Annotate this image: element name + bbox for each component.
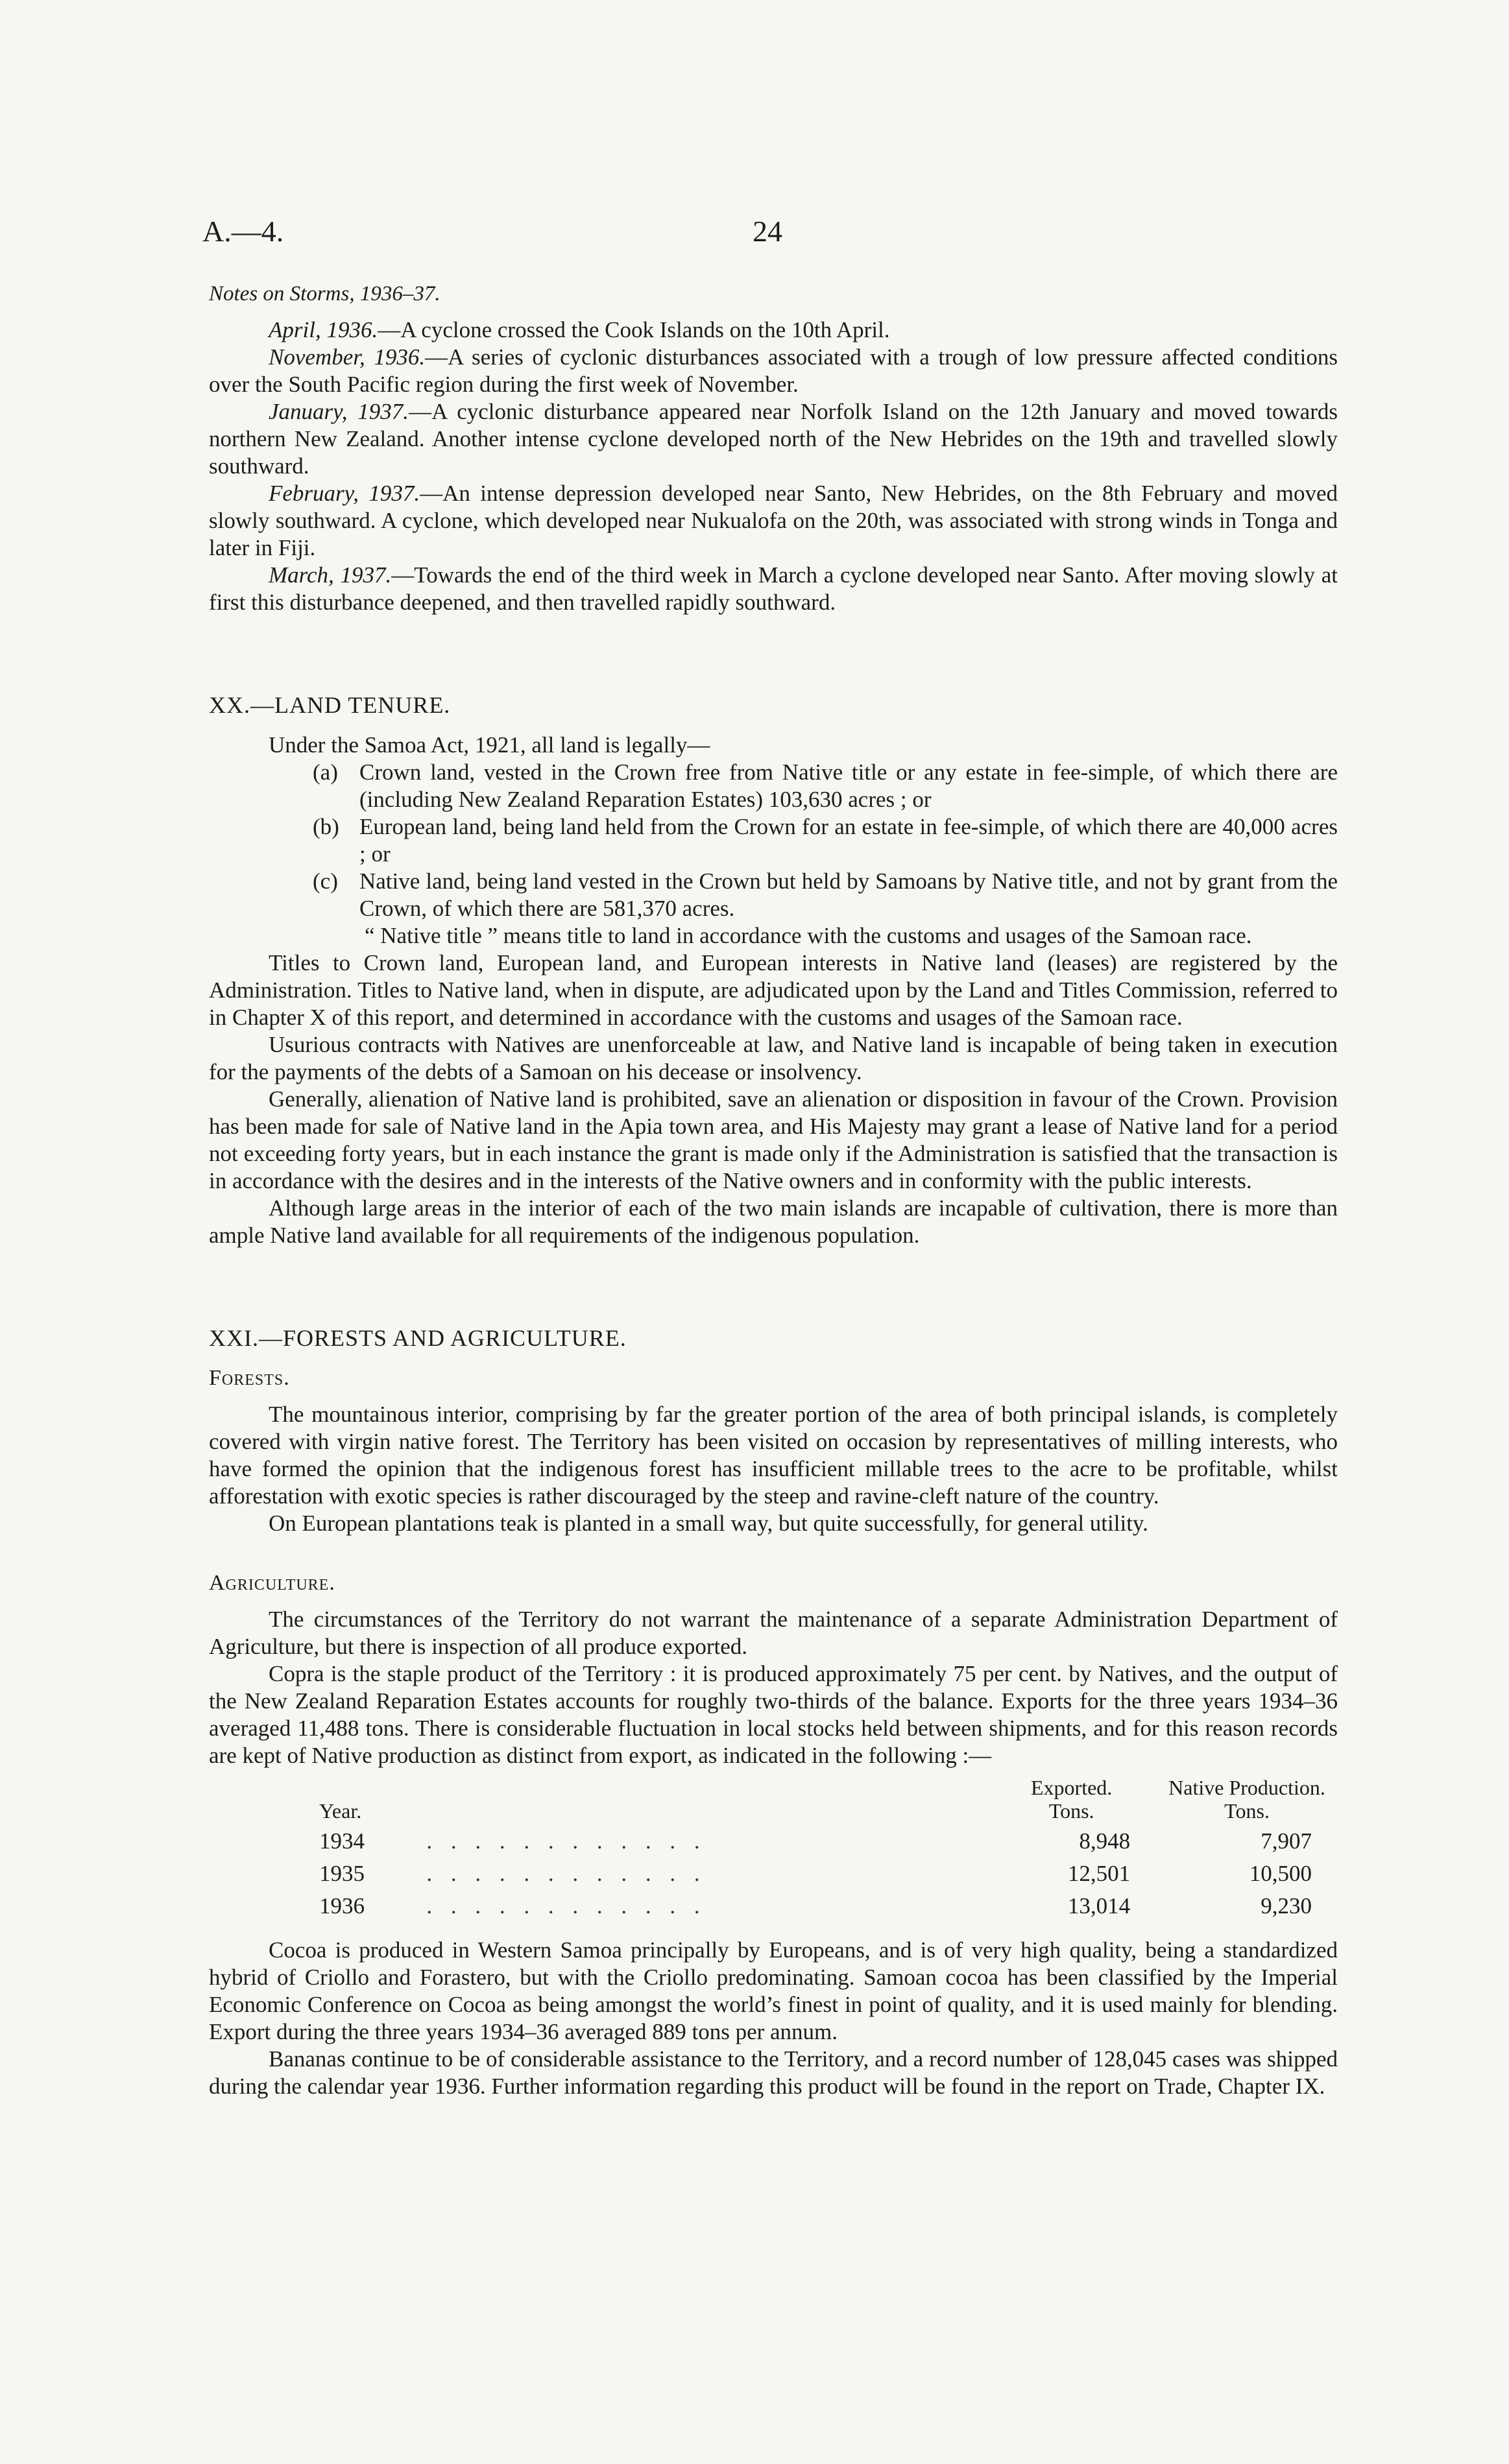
leader-dots: . . . . . . . . . . . .	[426, 1893, 706, 1919]
land-paragraph: Although large areas in the interior of each of the two main islands are incapable of cultivation, there is more than ample Native land available for all requirements of the indigenous population.	[209, 1195, 1338, 1248]
item-label: (a)	[313, 760, 338, 785]
storm-entry: November, 1936.—A series of cyclonic disturbances associated with a trough of low pressure affected conditions over the South Pacific region during the first week of November.	[209, 344, 1338, 397]
agriculture-paragraph: Bananas continue to be of considerable assistance to the Territory, and a record number of 128,045 cases was shipped during the calendar year 1936. Further information regarding this product will be found in the report on Trade, Chapter IX.	[209, 2046, 1338, 2099]
page-content	[209, 280, 1338, 2100]
item-text: Native land, being land vested in the Crown but held by Samoans by Native title, and not by grant from the Crown, of which there are 581,370 acres.	[359, 868, 1338, 921]
cell-native-production: 9,230	[1261, 1893, 1312, 1919]
page-number: 24	[753, 215, 782, 248]
cell-native-production: 7,907	[1261, 1828, 1312, 1854]
document-reference: A.—4.	[202, 215, 284, 248]
column-header-native-production: Native Production. Tons.	[1168, 1776, 1325, 1823]
item-label: (b)	[313, 814, 339, 839]
agriculture-subheading: Agriculture.	[209, 1571, 335, 1595]
storm-entry: March, 1937.—Towards the end of the third week in March a cyclone developed near Santo. After moving slowly at first this disturbance deepened, and then travelled rapidly southward.	[209, 562, 1338, 615]
land-category-item	[209, 813, 1338, 868]
cell-exported: 13,014	[1067, 1893, 1131, 1919]
agriculture-paragraph: Cocoa is produced in Western Samoa principally by Europeans, and is of very high quality, being a standardized hybrid of Criollo and Forastero, but with the Criollo predominating. Samoan cocoa has been classified by the Imperial Economic Conference on Cocoa as being amongst the world’s finest in point of quality, and it is used mainly for blending. Export during the three years 1934–36 averaged 889 tons per annum.	[209, 1937, 1338, 2044]
land-paragraph: Titles to Crown land, European land, and European interests in Native land (leases) are registered by the Administration. Titles to Native land, when in dispute, are adjudicated upon by the Land and Titles Commission, referred to in Chapter X of this report, and determined in accordance with the customs and usages of the Samoan race.	[209, 950, 1338, 1030]
agriculture-paragraph: The circumstances of the Territory do not warrant the maintenance of a separate Administration Department of Agriculture, but there is inspection of all produce exported.	[209, 1607, 1338, 1659]
land-category-item	[209, 868, 1338, 922]
native-title-definition: “ Native title ” means title to land in accordance with the customs and usages of the Samoan race.	[365, 923, 1252, 948]
item-label: (c)	[313, 868, 338, 894]
column-header-exported: Exported. Tons.	[1030, 1776, 1113, 1823]
land-tenure-heading: XX.—LAND TENURE.	[209, 692, 451, 718]
item-text: European land, being land held from the Crown for an estate in fee-simple, of which there are 40,000 acres ; or	[359, 814, 1338, 867]
land-category-item	[209, 759, 1338, 813]
cell-exported: 12,501	[1067, 1861, 1131, 1886]
cell-exported: 8,948	[1079, 1828, 1131, 1854]
land-intro: Under the Samoa Act, 1921, all land is legally—	[269, 732, 710, 758]
leader-dots: . . . . . . . . . . . .	[426, 1828, 706, 1854]
storm-date: March, 1937.	[269, 562, 392, 588]
page-header	[0, 214, 1509, 259]
storm-entry: April, 1936.—A cyclone crossed the Cook Islands on the 10th April.	[269, 317, 890, 342]
table-header-row	[319, 1773, 1338, 1825]
storm-date: April, 1936.	[269, 317, 378, 342]
storm-date: January, 1937.	[269, 399, 409, 424]
cell-year: 1934	[319, 1828, 365, 1854]
copra-production-table	[319, 1773, 1338, 1922]
agriculture-paragraph: Copra is the staple product of the Territory : it is produced approximately 75 per cent. by Natives, and the output of the New Zealand Reparation Estates accounts for roughly two-thirds of the balance. Exports for the three years 1934–36 averaged 11,488 tons. There is considerable fluctuation in local stocks held between shipments, and for this reason records are kept of Native production as distinct from export, as indicated in the following :—	[209, 1661, 1338, 1768]
land-paragraph: Usurious contracts with Natives are unenforceable at law, and Native land is incapable of being taken in execution for the payments of the debts of a Samoan on his decease or insolvency.	[209, 1032, 1338, 1084]
land-paragraph: Generally, alienation of Native land is prohibited, save an alienation or disposition in favour of the Crown. Provision has been made for sale of Native land in the Apia town area, and His Majesty may grant a lease of Native land for a period not exceeding forty years, but in each instance the grant is made only if the Administration is satisfied that the transaction is in accordance with the desires and in the interests of the Native owners and in conformity with the public interests.	[209, 1086, 1338, 1193]
table-row	[319, 1825, 1338, 1858]
storm-entry: February, 1937.—An intense depression developed near Santo, New Hebrides, on the 8th February and moved slowly southward. A cyclone, which developed near Nukualofa on the 20th, was associated with strong winds in Tonga and later in Fiji.	[209, 481, 1338, 560]
storms-title: Notes on Storms, 1936–37.	[209, 282, 441, 305]
cell-year: 1936	[319, 1893, 365, 1919]
forests-paragraph: The mountainous interior, comprising by far the greater portion of the area of both principal islands, is completely covered with virgin native forest. The Territory has been visited on occasion by representatives of milling interests, who have formed the opinion that the indigenous forest has insufficient millable trees to the acre to be profitable, whilst afforestation with exotic species is rather discouraged by the steep and ravine-cleft nature of the country.	[209, 1402, 1338, 1509]
forests-subheading: Forests.	[209, 1366, 290, 1390]
cell-year: 1935	[319, 1861, 365, 1886]
item-text: Crown land, vested in the Crown free from Native title or any estate in fee-simple, of which there are (including New Zealand Reparation Estates) 103,630 acres ; or	[359, 760, 1338, 812]
forests-agriculture-heading: XXI.—FORESTS AND AGRICULTURE.	[209, 1325, 627, 1351]
leader-dots: . . . . . . . . . . . .	[426, 1861, 706, 1886]
storm-date: November, 1936.	[269, 344, 426, 370]
storm-entry: January, 1937.—A cyclonic disturbance appeared near Norfolk Island on the 12th January and moved towards northern New Zealand. Another intense cyclone developed north of the New Hebrides on the 19th and travelled slowly southward.	[209, 399, 1338, 479]
table-row	[319, 1858, 1338, 1890]
cell-native-production: 10,500	[1249, 1861, 1312, 1886]
storm-date: February, 1937.	[269, 481, 420, 506]
table-row	[319, 1890, 1338, 1922]
column-header-year: Year.	[319, 1799, 362, 1823]
forests-paragraph: On European plantations teak is planted in a small way, but quite successfully, for general utility.	[269, 1511, 1148, 1536]
